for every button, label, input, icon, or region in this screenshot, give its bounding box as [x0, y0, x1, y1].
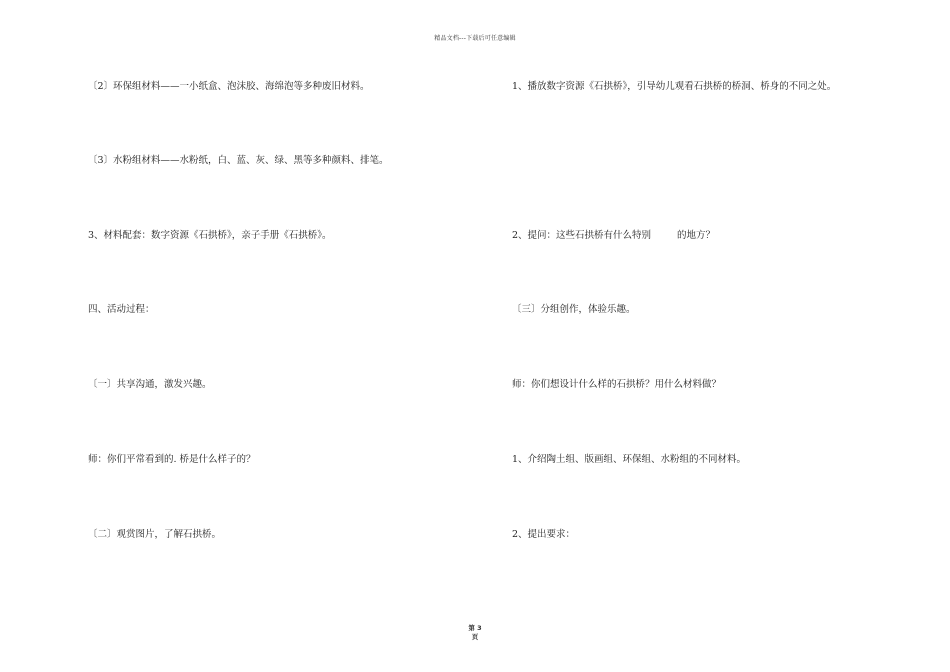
right-line-3: 〔三〕分组创作，体验乐趣。 — [512, 304, 636, 315]
page-unit: 页 — [471, 633, 479, 641]
left-line-7: 〔二〕观赏图片，了解石拱桥。 — [88, 529, 222, 540]
left-line-6: 师：你们平常看到的. 桥是什么样子的？ — [88, 454, 256, 465]
left-column — [88, 0, 488, 672]
right-line-2 — [512, 230, 715, 242]
left-line-1: 〔2〕环保组材料——一小纸盒、泡沫胶、海绵泡等多种废旧材料。 — [88, 81, 370, 92]
left-line-3: 3、材料配套：数字资源《石拱桥》，亲子手册《石拱桥》。 — [88, 230, 332, 241]
page-footer — [0, 624, 950, 642]
right-column — [512, 0, 932, 672]
left-line-5: 〔一〕共享沟通，激发兴趣。 — [88, 379, 212, 390]
page-header: 精品文档---下载后可任意编辑 — [434, 35, 516, 42]
right-line-4: 师：你们想设计什么样的石拱桥？用什么材料做？ — [512, 379, 722, 390]
right-line-5: 1、介绍陶土组、版画组、环保组、水粉组的不同材料。 — [512, 454, 747, 465]
left-line-4: 四、活动过程： — [88, 304, 155, 315]
right-line-2-head: 2、提问：这些石拱桥有什么特别 — [512, 230, 652, 241]
right-line-2-tail: 的地方？ — [677, 230, 716, 241]
left-line-2: 〔3〕水粉组材料——水粉纸，白、蓝、灰、绿、黑等多种颜料、排笔。 — [88, 155, 389, 166]
right-line-6: 2、提出要求： — [512, 529, 576, 540]
right-line-1: 1、播放数字资源《石拱桥》，引导幼儿观看石拱桥的桥洞、桥身的不同之处。 — [512, 81, 837, 92]
page-number: 第 3 — [468, 624, 482, 632]
